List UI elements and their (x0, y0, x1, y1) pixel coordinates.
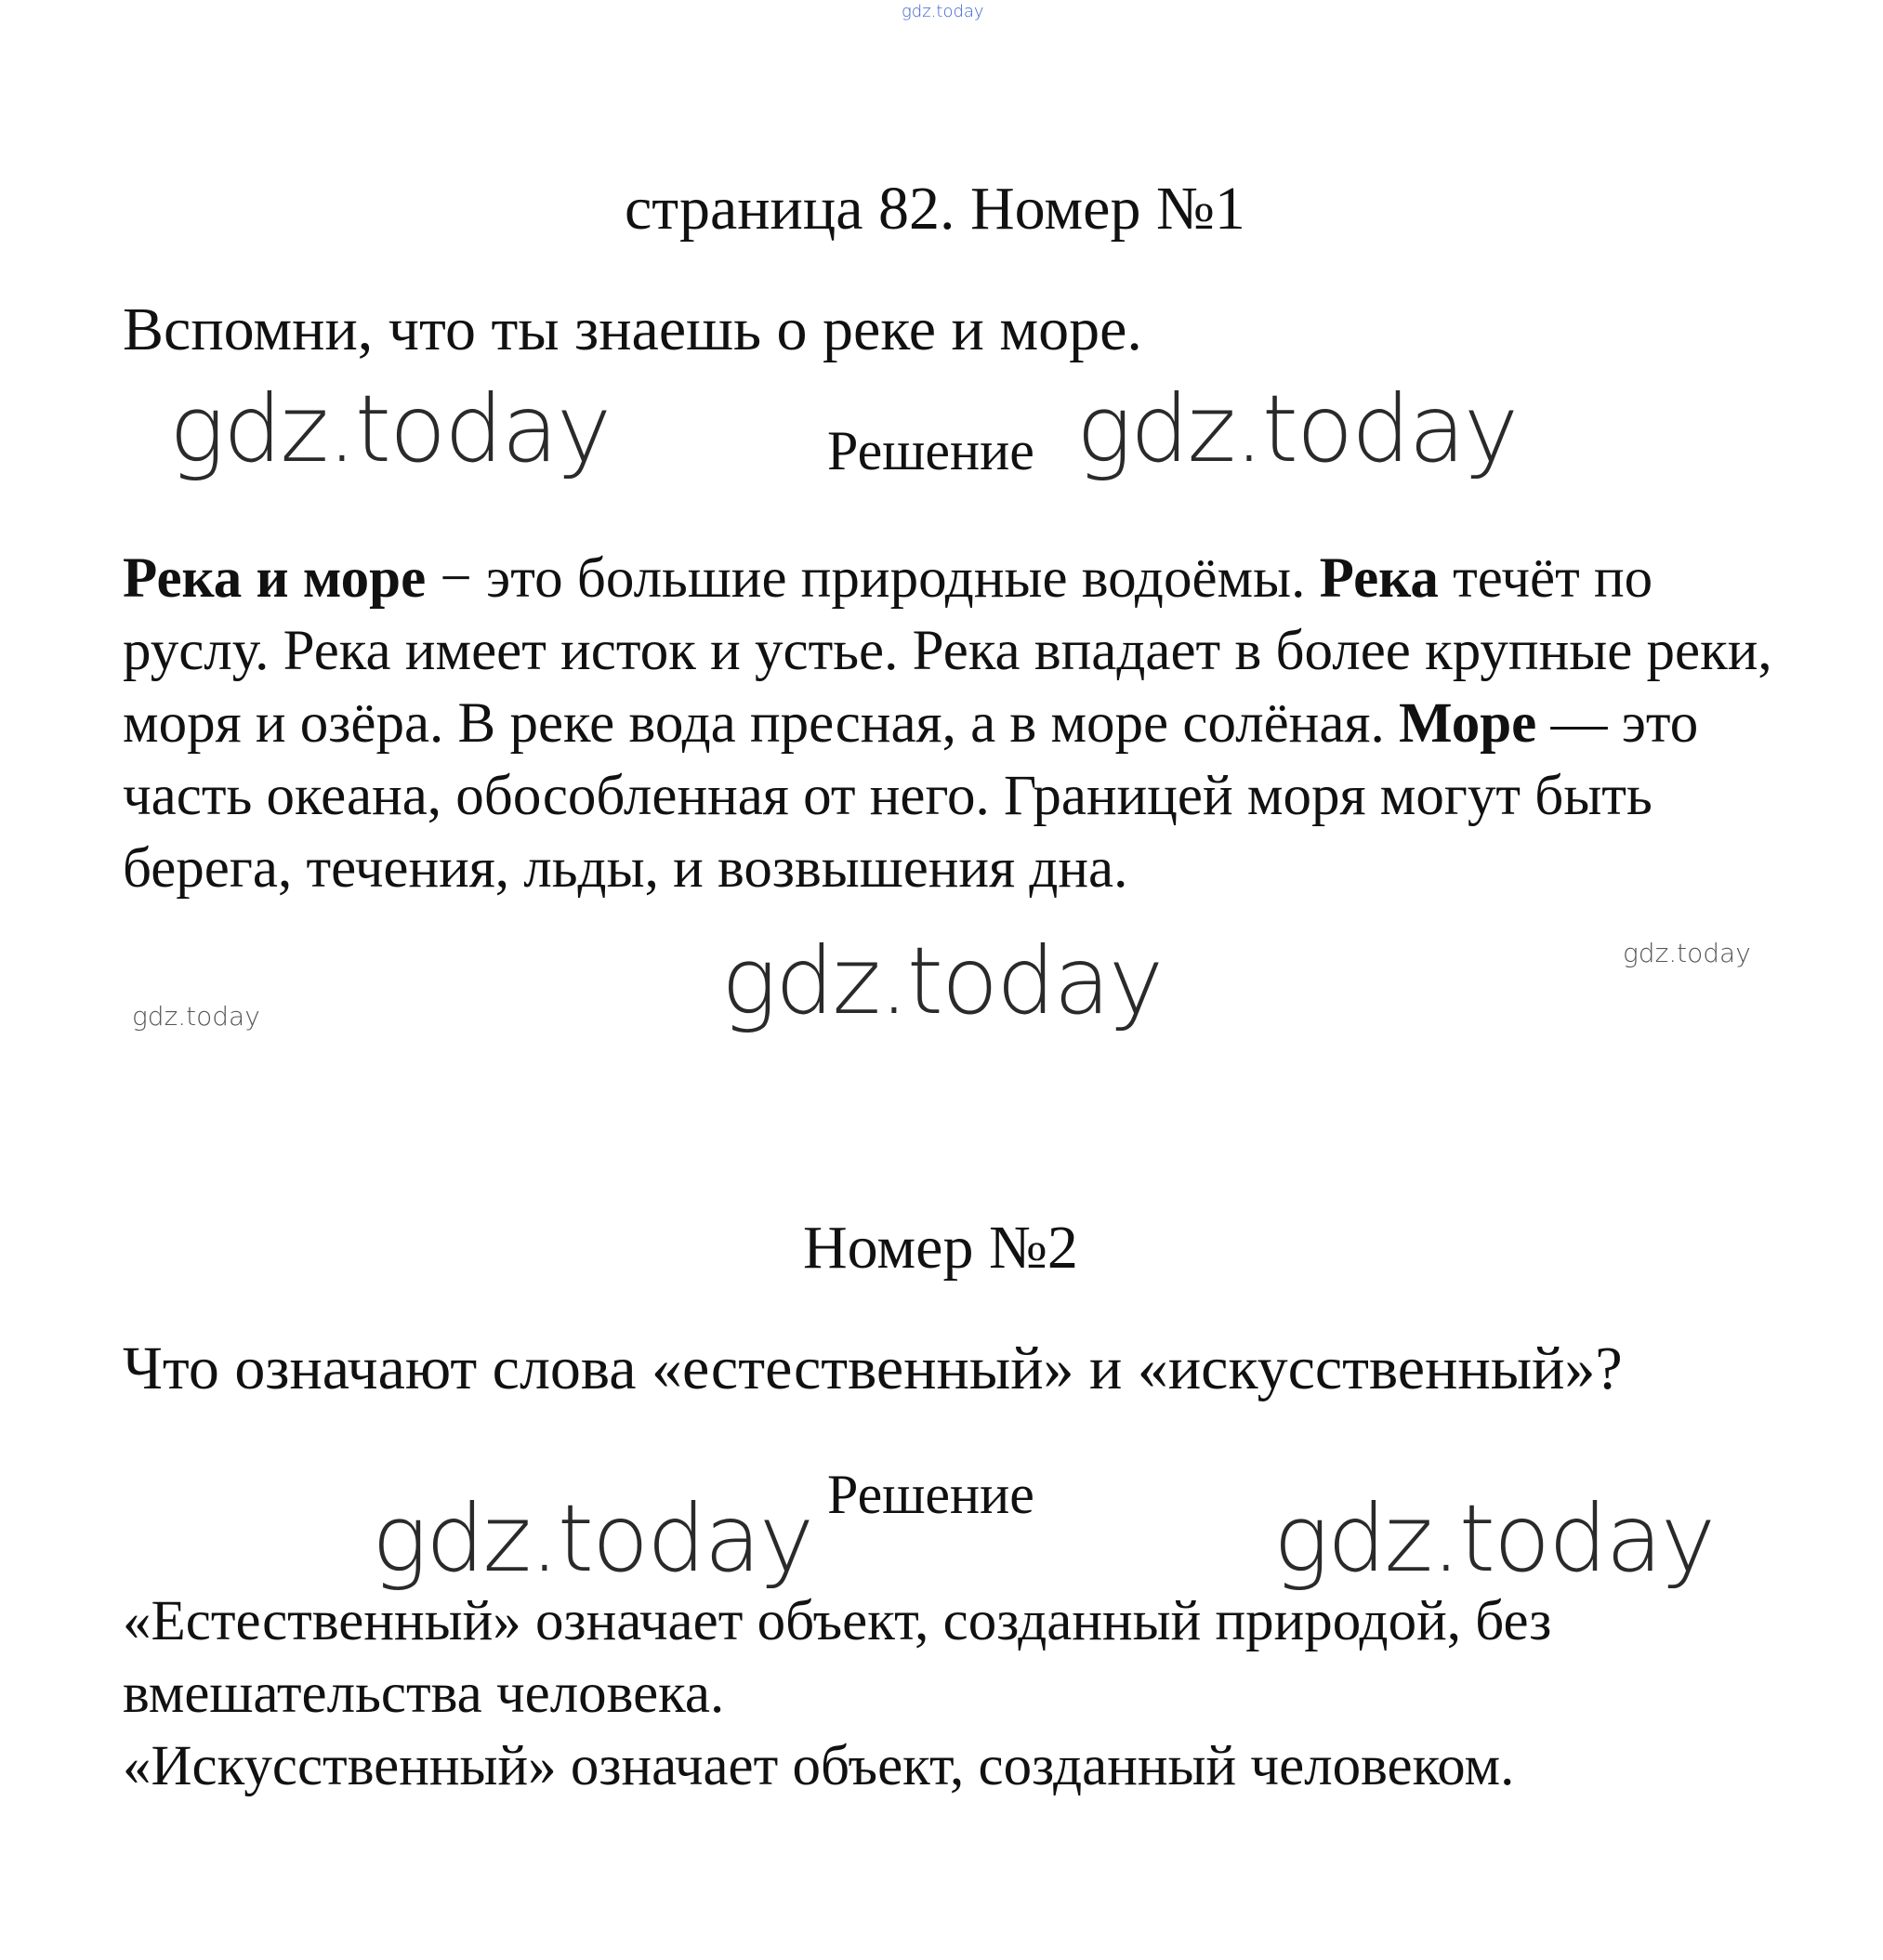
watermark-5: gdz.today (132, 1001, 260, 1032)
watermark-7: gdz.today (1273, 1484, 1715, 1593)
answer-bold-river-sea: Река и море (123, 547, 427, 610)
answer-text-2: течёт по руслу. Река имеет исток и устье. Река впадает в более крупные реки, моря и озёра. В реке вода пресная, а в море солёная. (123, 547, 1772, 755)
task1-solution-label: Решение (827, 420, 1034, 481)
task2-question: Что означают слова «естественный» и «искусственный»? (123, 1335, 1623, 1402)
watermark-4: gdz.today (721, 927, 1163, 1035)
watermark-6: gdz.today (372, 1484, 813, 1593)
watermark-top: gdz.today (902, 2, 984, 21)
answer-bold-sea: Море (1398, 692, 1537, 755)
answer-text-3: — это часть океана, обособленная от него. Границей моря могут быть берега, течения, льды, и возвышения дна. (123, 692, 1699, 900)
answer-bold-river: Река (1319, 547, 1439, 610)
watermark-3: gdz.today (1623, 938, 1751, 968)
task1-question: Вспомни, что ты знаешь о реке и море. (123, 296, 1142, 363)
task1-answer (123, 543, 1777, 905)
task2-heading: Номер №2 (803, 1214, 1078, 1282)
task2-answer (123, 1585, 1814, 1803)
task2-answer-line-2: вмешательства человека. (123, 1663, 725, 1725)
task2-answer-line-1: «Естественный» означает объект, созданный природой, без (123, 1590, 1552, 1652)
watermark-2: gdz.today (1076, 375, 1518, 483)
task2-solution-label: Решение (827, 1464, 1034, 1525)
watermark-1: gdz.today (169, 375, 611, 483)
task1-heading: страница 82. Номер №1 (625, 175, 1245, 243)
task2-answer-line-3: «Искусственный» означает объект, созданный человеком. (123, 1735, 1515, 1797)
answer-text-1: − это большие природные водоёмы. (426, 547, 1320, 610)
